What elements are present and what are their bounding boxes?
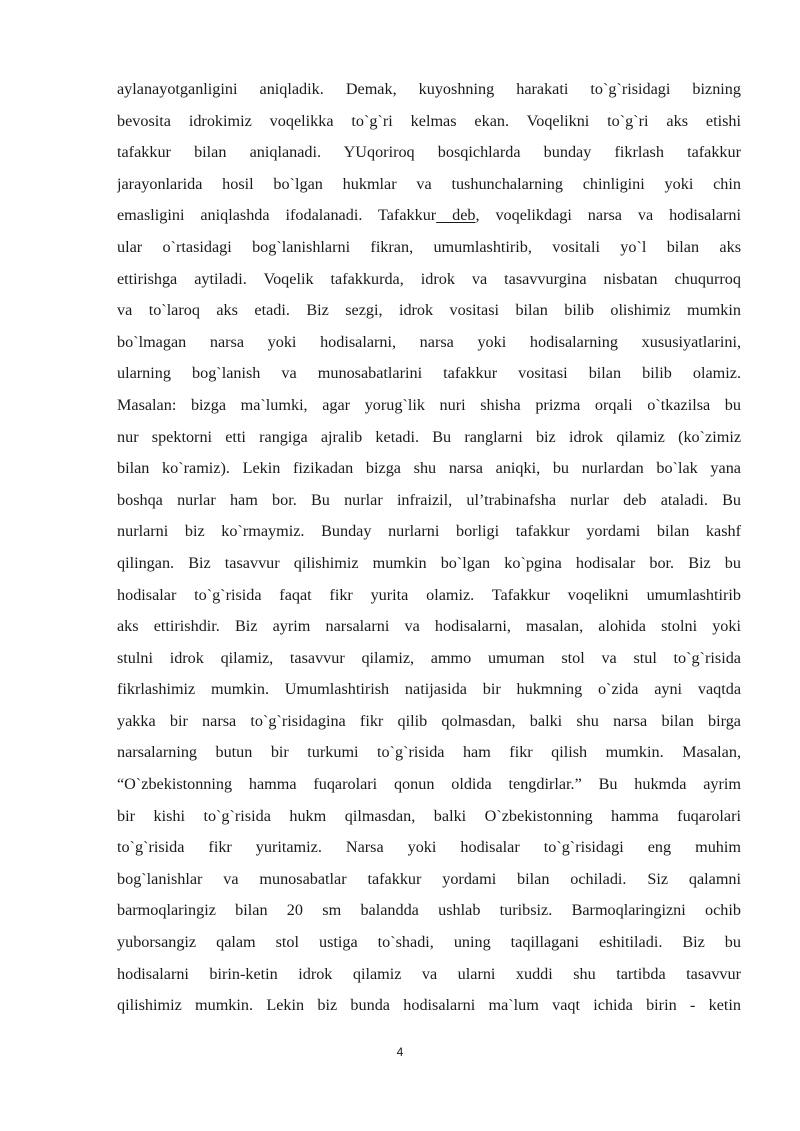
- text-line: hodisalar to`g`risida faqat fikr yurita olamiz. Tafakkur voqelikni umumlashtirib: [117, 585, 741, 604]
- text-line: to`g`risida fikr yuritamiz. Narsa yoki hodisalar to`g`risidagi eng muhim: [117, 838, 741, 857]
- text-line: bir kishi to`g`risida hukm qilmasdan, balki O`zbekistonning hamma fuqarolari: [117, 806, 741, 825]
- text-line: bilan ko`ramiz). Lekin fizikadan bizga shu narsa aniqki, bu nurlardan bo`lak yana: [117, 459, 741, 478]
- text-line: Masalan: bizga ma`lumki, agar yorug`lik nuri shisha prizma orqali o`tkazilsa bu: [117, 395, 741, 414]
- text-line: fikrlashimiz mumkin. Umumlashtirish natijasida bir hukmning o`zida ayni vaqtda: [117, 680, 741, 699]
- underlined-term: deb: [436, 206, 476, 225]
- text-line: aylanayotganligini aniqladik. Demak, kuyoshning harakati to`g`risidagi bizning: [117, 80, 741, 98]
- text-line: qilingan. Biz tasavvur qilishimiz mumkin bo`lgan ko`pgina hodisalar bor. Biz bu: [117, 553, 741, 572]
- text-line: bevosita idrokimiz voqelikka to`g`ri kelmas ekan. Voqelikni to`g`ri aks etishi: [117, 111, 741, 130]
- text-line: hodisalarni birin-ketin idrok qilamiz va ularni xuddi shu tartibda tasavvur: [117, 964, 741, 983]
- text-line: tafakkur bilan aniqlanadi. YUqoriroq bosqichlarda bunday fikrlash tafakkur: [117, 143, 741, 162]
- text-line: barmoqlaringiz bilan 20 sm balandda ushlab turibsiz. Barmoqlaringizni ochib: [117, 901, 741, 920]
- text-line: ettirishga aytiladi. Voqelik tafakkurda, idrok va tasavvurgina nisbatan chuqurroq: [117, 269, 741, 288]
- text-line: va to`laroq aks etadi. Biz sezgi, idrok vositasi bilan bilib olishimiz mumkin: [117, 301, 741, 320]
- text-line: yuborsangiz qalam stol ustiga to`shadi, uning taqillagani eshitiladi. Biz bu: [117, 933, 741, 952]
- text-segment: , voqelikdagi narsa va hodisalarni: [475, 206, 741, 225]
- text-line: “O`zbekistonning hamma fuqarolari qonun oldida tengdirlar.” Bu hukmda ayrim: [117, 775, 741, 794]
- text-line: [117, 200, 741, 232]
- text-line: bog`lanishlar va munosabatlar tafakkur yordami bilan ochiladi. Siz qalamni: [117, 869, 741, 888]
- text-line: ularning bog`lanish va munosabatlarini tafakkur vositasi bilan bilib olamiz.: [117, 364, 741, 383]
- text-line: boshqa nurlar ham bor. Bu nurlar infraizil, ul’trabinafsha nurlar deb ataladi. Bu: [117, 490, 741, 509]
- text-line: bo`lmagan narsa yoki hodisalarni, narsa yoki hodisalarning xususiyatlarini,: [117, 332, 741, 351]
- text-line: aks ettirishdir. Biz ayrim narsalarni va hodisalarni, masalan, alohida stolni yoki: [117, 617, 741, 636]
- text-segment: emasligini aniqlashda ifodalanadi. Tafakkur: [117, 206, 437, 225]
- text-line: nurlarni biz ko`rmaymiz. Bunday nurlarni borligi tafakkur yordami bilan kashf: [117, 522, 741, 541]
- text-line: qilishimiz mumkin. Lekin biz bunda hodisalarni ma`lum vaqt ichida birin - ketin: [117, 996, 741, 1015]
- text-line: jarayonlarida hosil bo`lgan hukmlar va tushunchalarning chinligini yoki chin: [117, 174, 741, 193]
- page-number: 4: [396, 1045, 404, 1059]
- text-line: ular o`rtasidagi bog`lanishlarni fikran, umumlashtirib, vositali yo`l bilan aks: [117, 237, 741, 256]
- text-line: narsalarning butun bir turkumi to`g`risida ham fikr qilish mumkin. Masalan,: [117, 743, 741, 762]
- body-text: [117, 74, 741, 1022]
- text-line: stulni idrok qilamiz, tasavvur qilamiz, ammo umuman stol va stul to`g`risida: [117, 648, 741, 667]
- text-line: yakka bir narsa to`g`risidagina fikr qilib qolmasdan, balki shu narsa bilan birga: [117, 711, 741, 730]
- text-line: nur spektorni etti rangiga ajralib ketadi. Bu ranglarni biz idrok qilamiz (ko`zimiz: [117, 427, 741, 446]
